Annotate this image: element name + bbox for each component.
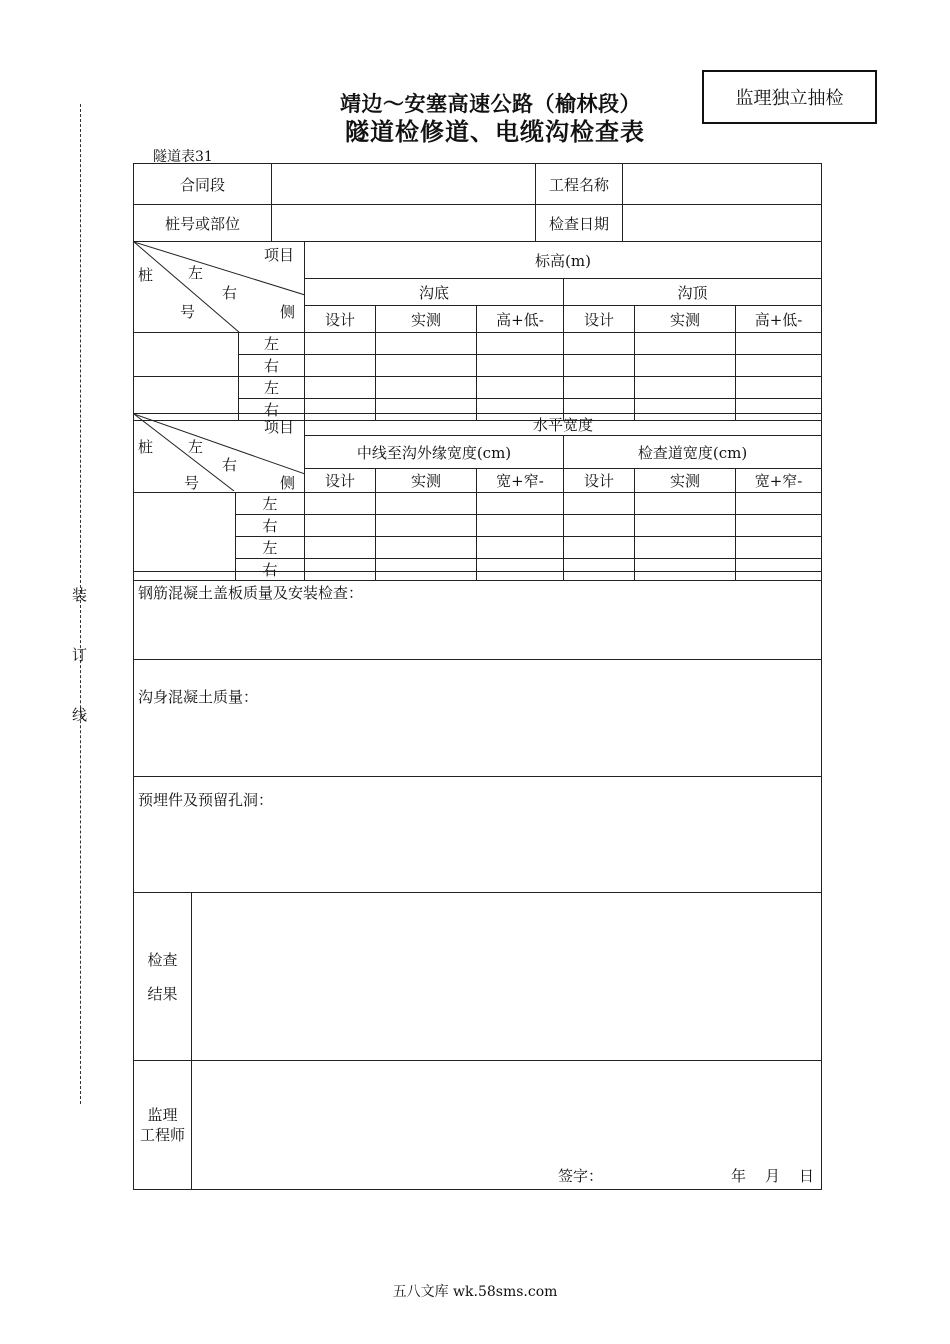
contract-field[interactable] (272, 164, 536, 205)
data-cell[interactable] (635, 377, 736, 399)
data-cell[interactable] (736, 537, 822, 559)
trench-concrete-quality-label: 沟身混凝土质量： (138, 688, 259, 706)
elevation-table (133, 241, 822, 421)
width-table (133, 413, 822, 581)
station-field[interactable] (272, 205, 536, 242)
width-group-centerline: 中线至沟外缘宽度(cm) (305, 436, 564, 469)
cover-plate-quality-field[interactable] (134, 572, 822, 660)
data-cell[interactable] (477, 515, 564, 537)
elevation-corner-ce: 侧 (280, 303, 296, 321)
width-corner-hao: 号 (184, 474, 200, 492)
elevation-corner-cell (134, 242, 305, 333)
date-label: 检查日期 (536, 205, 623, 242)
data-cell[interactable] (305, 377, 376, 399)
data-cell[interactable] (564, 515, 635, 537)
project-name-label: 工程名称 (536, 164, 623, 205)
contract-label: 合同段 (134, 164, 272, 205)
data-cell[interactable] (477, 493, 564, 515)
data-cell[interactable] (635, 355, 736, 377)
embedded-parts-label: 预埋件及预留孔洞： (138, 791, 274, 809)
data-cell[interactable] (376, 333, 477, 355)
width-col-header: 宽+窄- (477, 469, 564, 493)
side-label: 右 (239, 399, 305, 421)
data-cell[interactable] (477, 355, 564, 377)
engineer-label-cell (134, 1061, 192, 1190)
engineer-label-line-2: 工程师 (139, 1126, 185, 1144)
data-cell[interactable] (736, 377, 822, 399)
width-col-header: 宽+窄- (736, 469, 822, 493)
width-col-header: 设计 (564, 469, 635, 493)
project-name-field[interactable] (623, 164, 822, 205)
side-label: 右 (236, 559, 305, 581)
header-table (133, 163, 822, 242)
footer-watermark: 五八文库 wk.58sms.com (392, 1284, 558, 1300)
width-col-header: 实测 (376, 469, 477, 493)
station-cell[interactable] (134, 493, 236, 581)
width-corner-item: 项目 (264, 418, 295, 436)
data-cell[interactable] (477, 377, 564, 399)
elevation-group-bottom: 沟底 (305, 279, 564, 306)
station-label: 桩号或部位 (134, 205, 272, 242)
engineer-label-line-1: 监理 (147, 1106, 178, 1124)
result-field[interactable] (192, 893, 822, 1061)
data-cell[interactable] (376, 537, 477, 559)
side-label: 左 (236, 493, 305, 515)
data-cell[interactable] (736, 493, 822, 515)
year-label: 年 (731, 1167, 747, 1185)
side-label: 左 (239, 333, 305, 355)
data-cell[interactable] (564, 493, 635, 515)
month-label: 月 (765, 1167, 781, 1185)
table-row (134, 537, 822, 559)
data-cell[interactable] (635, 333, 736, 355)
width-main-header: 水平宽度 (305, 414, 822, 436)
binding-char-2: 订 (72, 646, 88, 664)
elevation-corner-zuo: 左 (188, 264, 204, 282)
width-corner-zhuang: 桩 (138, 438, 154, 456)
binding-char-3: 线 (72, 706, 88, 724)
width-group-walkway: 检查道宽度(cm) (564, 436, 822, 469)
inspection-stamp: 监理独立抽检 (702, 70, 877, 124)
result-label-cell (134, 893, 192, 1061)
data-cell[interactable] (376, 377, 477, 399)
data-cell[interactable] (305, 355, 376, 377)
data-cell[interactable] (376, 355, 477, 377)
data-cell[interactable] (305, 493, 376, 515)
embedded-parts-field[interactable] (134, 777, 822, 893)
data-cell[interactable] (477, 537, 564, 559)
data-cell[interactable] (376, 493, 477, 515)
elevation-corner-you: 右 (222, 284, 238, 302)
elevation-col-header: 设计 (305, 306, 376, 333)
elevation-corner-zhuang: 桩 (138, 266, 154, 284)
data-cell[interactable] (564, 333, 635, 355)
data-cell[interactable] (477, 333, 564, 355)
elevation-corner-item: 项目 (264, 246, 295, 264)
data-cell[interactable] (376, 515, 477, 537)
elevation-col-header: 高+低- (736, 306, 822, 333)
data-cell[interactable] (635, 493, 736, 515)
trench-concrete-quality-field[interactable] (134, 660, 822, 777)
width-col-header: 设计 (305, 469, 376, 493)
data-cell[interactable] (305, 537, 376, 559)
data-cell[interactable] (564, 377, 635, 399)
data-cell[interactable] (635, 515, 736, 537)
width-col-header: 实测 (635, 469, 736, 493)
title-line-2: 隧道检修道、电缆沟检查表 (345, 118, 645, 146)
data-cell[interactable] (305, 333, 376, 355)
data-cell[interactable] (736, 333, 822, 355)
elevation-corner-hao: 号 (180, 303, 196, 321)
width-corner-cell (134, 414, 305, 493)
side-label: 右 (236, 515, 305, 537)
data-cell[interactable] (305, 515, 376, 537)
width-corner-zuo: 左 (188, 438, 204, 456)
table-row (134, 515, 822, 537)
remarks-table (133, 571, 822, 1190)
station-cell[interactable] (134, 333, 239, 377)
date-field[interactable] (623, 205, 822, 242)
result-label-line-1: 检查 (147, 950, 178, 969)
engineer-field[interactable] (192, 1061, 822, 1190)
signature-label: 签字： (558, 1167, 604, 1185)
cover-plate-quality-label: 钢筋混凝土盖板质量及安装检查： (138, 584, 364, 602)
width-corner-ce: 侧 (280, 474, 296, 492)
form-number: 隧道表31 (153, 149, 213, 165)
data-cell[interactable] (736, 355, 822, 377)
table-row (134, 493, 822, 515)
table-row (134, 377, 822, 399)
side-label: 左 (236, 537, 305, 559)
side-label: 右 (239, 355, 305, 377)
elevation-col-header: 高+低- (477, 306, 564, 333)
table-row (134, 333, 822, 355)
day-label: 日 (799, 1167, 815, 1185)
elevation-group-top: 沟顶 (564, 279, 822, 306)
elevation-col-header: 实测 (635, 306, 736, 333)
binding-char-1: 装 (72, 586, 88, 604)
title-line-1: 靖边～安塞高速公路（榆林段） (340, 92, 641, 116)
result-label-line-2: 结果 (147, 984, 178, 1003)
side-label: 左 (239, 377, 305, 399)
data-cell[interactable] (736, 515, 822, 537)
elevation-col-header: 设计 (564, 306, 635, 333)
elevation-col-header: 实测 (376, 306, 477, 333)
data-cell[interactable] (564, 537, 635, 559)
width-corner-you: 右 (222, 456, 238, 474)
data-cell[interactable] (635, 537, 736, 559)
data-cell[interactable] (564, 355, 635, 377)
elevation-main-header: 标高(m) (305, 242, 822, 279)
